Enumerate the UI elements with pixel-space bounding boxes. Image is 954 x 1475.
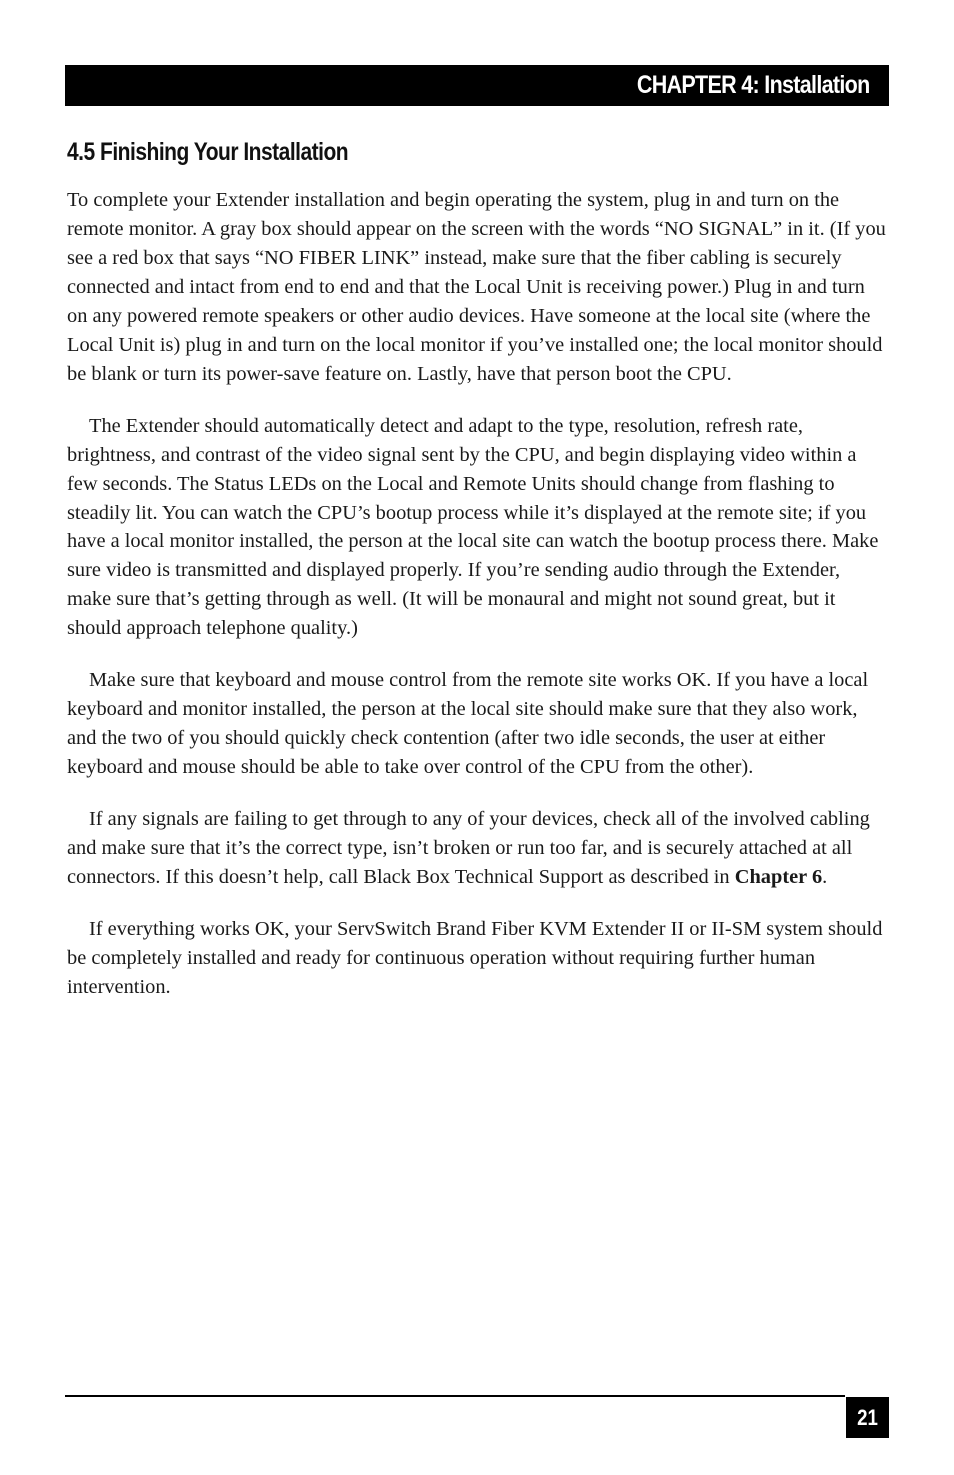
chapter-header-bar — [65, 65, 889, 106]
section-heading: 4.5 Finishing Your Installation — [67, 138, 349, 166]
footer-rule — [65, 1395, 845, 1397]
paragraph-4-end: . — [822, 866, 828, 889]
page-number-box — [846, 1397, 889, 1438]
paragraph-1: To complete your Extender installation and begin operating the system, plug in and turn on the remote monitor. A gray box should appear on the screen with the words “NO SIGNAL” in it. (If you see a red box that says “NO FIBER LINK” instead, make sure that the fiber cabling is securely connected and intact from end to end and that the Local Unit is receiving power.) Plug in and turn on any powered remote speakers or other audio devices. Have someone at the local site (where the Local Unit is) plug in and turn on the local monitor if you’ve installed one; the local monitor should be blank or turn its power-save feature on. Lastly, have that person boot the CPU. — [67, 189, 886, 385]
body-text — [67, 186, 889, 1025]
paragraph-5: If everything works OK, your ServSwitch Brand Fiber KVM Extender II or II-SM system should be completely installed and ready for continuous operation without requiring further human intervention. — [67, 917, 883, 998]
paragraph-4-text: If any signals are failing to get through to any of your devices, check all of the involved cabling and make sure that it’s the correct type, isn’t broken or run too far, and is securely attached at all connectors. If this doesn’t help, call Black Box Technical Support as described in — [67, 808, 870, 889]
paragraph-2: The Extender should automatically detect and adapt to the type, resolution, refresh rate, brightness, and contrast of the video signal sent by the CPU, and begin displaying video within a few seconds. The Status LEDs on the Local and Remote Units should change from flashing to steadily lit. You can watch the CPU’s bootup process while it’s displayed at the remote site; if you have a local monitor installed, the person at the local site can watch the bootup process there. Make sure video is transmitted and displayed properly. If you’re sending audio through the Extender, make sure that’s getting through as well. (It will be monaural and might not sound great, but it should approach telephone quality.) — [67, 414, 879, 640]
paragraph-4 — [67, 805, 889, 892]
page-number: 21 — [857, 1405, 878, 1430]
chapter-reference: Chapter 6 — [734, 866, 823, 889]
chapter-title: CHAPTER 4: Installation — [637, 71, 870, 99]
paragraph-3: Make sure that keyboard and mouse control from the remote site works OK. If you have a local keyboard and monitor installed, the person at the local site should make sure that they also work, and the two of you should quickly check contention (after two idle seconds, the user at either keyboard and mouse should be able to take over control of the CPU from the other). — [67, 669, 869, 779]
